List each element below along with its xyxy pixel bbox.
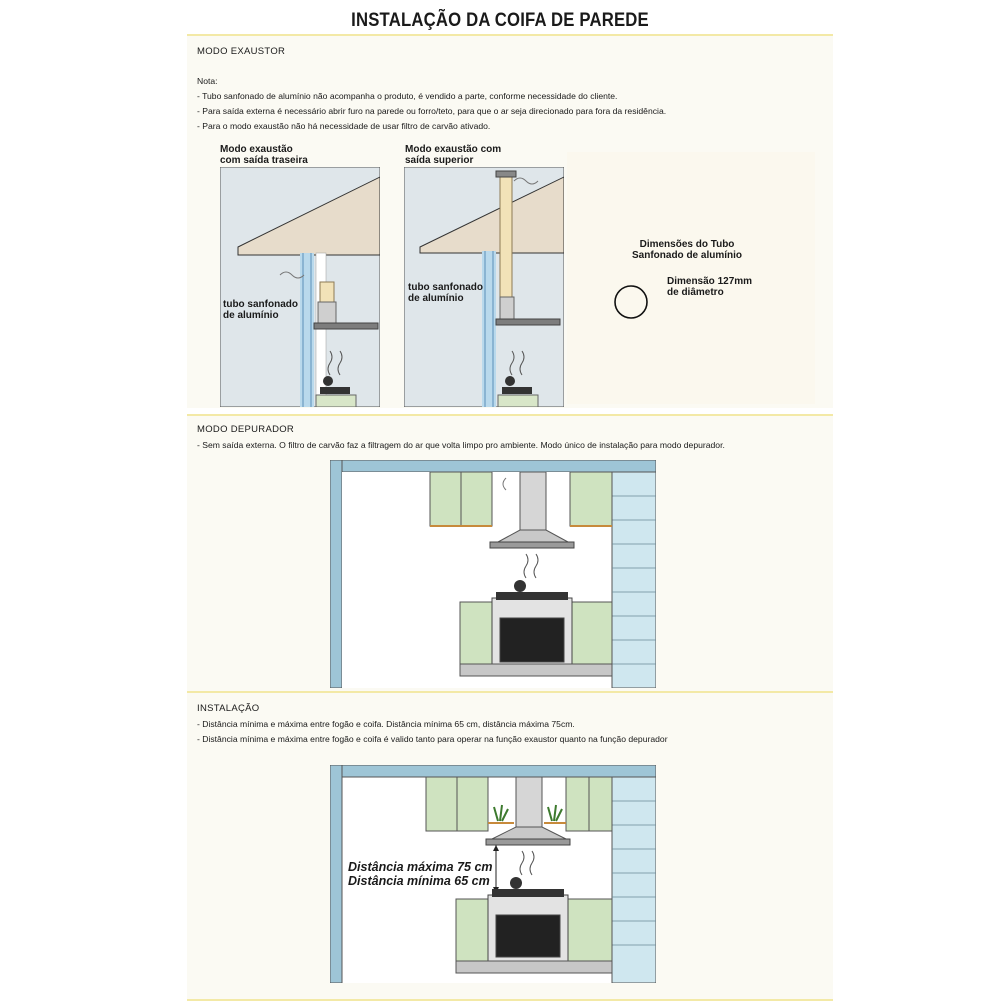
distance-labels: Distância máxima 75 cm Distância mínima 65 cm <box>348 860 493 888</box>
rear-exit-diagram <box>220 167 380 407</box>
note-line: - Para saída externa é necessário abrir furo na parede ou forro/teto, para que o ar seja direcionado para fora da residência. <box>197 106 667 116</box>
depurador-kitchen-diagram <box>330 460 656 688</box>
instalacao-notes: - Distância mínima e máxima entre fogão e coifa. Distância mínima 65 cm, distância máxima 75cm. - Distância mínima e máxima entre fogão e coifa é valido tanto para operar na função exaustor quanto na função depurador <box>197 719 668 744</box>
rear-exit-title: Modo exaustão com saída traseira <box>220 144 308 166</box>
note-label: Nota: <box>197 76 218 86</box>
dimensions-title: Dimensões do Tubo Sanfonado de alumínio <box>632 239 743 261</box>
note-line: - Para o modo exaustão não há necessidade de usar filtro de carvão ativado. <box>197 121 491 131</box>
exaustor-heading: MODO EXAUSTOR <box>197 46 286 57</box>
note-line: - Tubo sanfonado de alumínio não acompanha o produto, é vendido a parte, conforme necessidade do cliente. <box>197 91 618 101</box>
depurador-note: - Sem saída externa. O filtro de carvão faz a filtragem do ar que volta limpo pro ambiente. Modo único de instalação para modo depurador. <box>197 440 725 450</box>
depurador-panel <box>187 414 833 692</box>
exaustor-panel <box>187 34 833 408</box>
dimensions-size: Dimensão 127mm de diâmetro <box>667 276 753 298</box>
depurador-heading: MODO DEPURADOR <box>197 424 295 435</box>
instalacao-panel <box>187 691 833 1001</box>
page-title: INSTALAÇÃO DA COIFA DE PAREDE <box>351 10 649 31</box>
exaustor-notes <box>197 74 666 134</box>
rear-pipe-label: tubo sanfonado de alumínio <box>223 299 298 321</box>
top-pipe-label: tubo sanfonado de alumínio <box>408 282 483 304</box>
top-exit-title: Modo exaustão com saída superior <box>405 144 502 166</box>
instalacao-heading: INSTALAÇÃO <box>197 703 260 714</box>
